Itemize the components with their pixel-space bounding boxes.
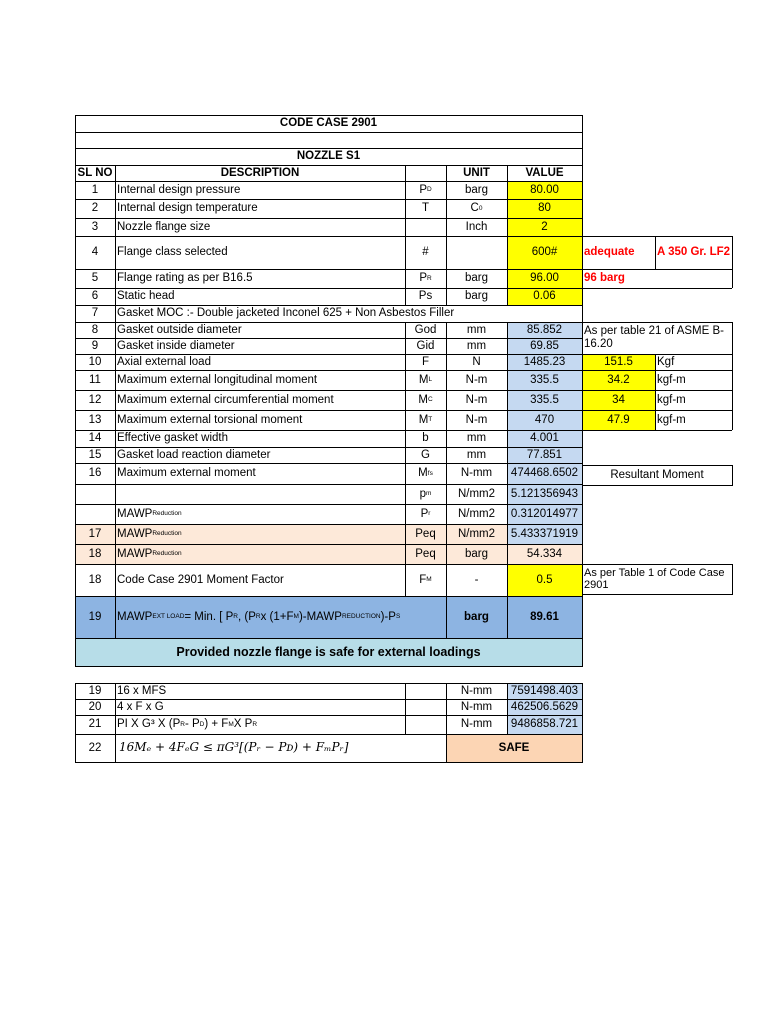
row-description: MAWP Reduction xyxy=(115,544,405,564)
row-description: Flange class selected xyxy=(117,246,228,259)
row-description: Gasket load reaction diameter xyxy=(117,448,271,461)
row-value: 474468.6502 xyxy=(507,463,582,484)
row-unit: mm xyxy=(466,323,487,336)
row-description: Internal design pressure xyxy=(117,183,241,196)
row-value: 80 xyxy=(507,199,582,218)
row-description: Flange rating as per B16.5 xyxy=(117,272,253,285)
converted-unit: Kgf xyxy=(657,355,675,368)
row-description: Axial external load xyxy=(117,355,211,368)
row-unit: barg xyxy=(446,596,507,638)
row-unit: N/mm2 xyxy=(446,524,507,544)
row-description: Maximum external torsional moment xyxy=(117,413,303,426)
row-value: 69.85 xyxy=(507,338,582,354)
converted-value: 34.2 xyxy=(582,370,655,390)
row-value: 0.5 xyxy=(507,564,582,596)
row-description: Gasket inside diameter xyxy=(117,339,235,352)
safety-check-result: SAFE xyxy=(446,734,582,762)
converted-value: 151.5 xyxy=(582,354,655,370)
check-row-sl: 22 xyxy=(88,741,102,754)
result-banner: Provided nozzle flange is safe for external loadings xyxy=(75,638,582,667)
row-symbol: P R xyxy=(419,272,432,285)
row-description: Gasket outside diameter xyxy=(117,323,242,336)
row-sl: 19 xyxy=(75,596,115,638)
row-unit: mm xyxy=(466,448,487,461)
mawp-ext-load-value: 89.61 xyxy=(507,596,582,638)
row-sl xyxy=(75,484,115,504)
row-description: Maximum external moment xyxy=(117,467,256,480)
row-symbol: P r xyxy=(420,507,431,520)
converted-value: 47.9 xyxy=(582,410,655,430)
row-sl: 7 xyxy=(91,307,99,320)
row-symbol: b xyxy=(422,432,429,445)
check-row-description: 4 x F x G xyxy=(117,700,164,713)
row-symbol: P D xyxy=(419,183,432,196)
row-description: Nozzle flange size xyxy=(117,220,211,233)
header-unit: UNIT xyxy=(463,166,490,179)
converted-unit: kgf-m xyxy=(657,393,686,406)
row-symbol: G xyxy=(421,448,430,461)
row-sl: 18 xyxy=(75,544,115,564)
row-description: Code Case 2901 Moment Factor xyxy=(117,573,284,586)
row-value: 335.5 xyxy=(507,390,582,410)
row-symbol: M fs xyxy=(418,467,433,480)
row-sl: 4 xyxy=(91,246,99,259)
row-symbol: F xyxy=(421,355,430,368)
row-sl: 16 xyxy=(88,467,102,480)
row-value: 85.852 xyxy=(507,322,582,338)
row-value: 4.001 xyxy=(507,430,582,447)
row-description: MAWP Reduction xyxy=(117,507,182,520)
check-row-sl: 21 xyxy=(88,718,102,731)
safety-check-formula: 16Mₑ + 4FₑG ≤ πG³[(Pᵣ − Pᴅ) + FₘPᵣ] xyxy=(119,740,349,755)
row-description xyxy=(115,484,405,504)
row-value: 1485.23 xyxy=(507,354,582,370)
row-description: Effective gasket width xyxy=(117,432,229,445)
row-value: 54.334 xyxy=(507,544,582,564)
mawp-ext-load-formula: MAWP EXT LOAD = Min. [ P R , (P R x (1+F M )-MAWP REDUCTION )-P S xyxy=(115,596,446,638)
row-value: 77.851 xyxy=(507,447,582,463)
row-symbol: T xyxy=(421,202,430,215)
check-row-description: PI X G³ X (P R - P D ) + F M X P R xyxy=(117,718,258,731)
row-unit: N-m xyxy=(465,373,488,386)
converted-unit: kgf-m xyxy=(657,373,686,386)
row-sl: 6 xyxy=(91,290,99,303)
row-value: 335.5 xyxy=(507,370,582,390)
row-symbol: Peq xyxy=(405,524,446,544)
row-description: Static head xyxy=(117,290,175,303)
row-unit: mm xyxy=(466,339,487,352)
row-value: 0.06 xyxy=(507,288,582,305)
row-unit: N/mm2 xyxy=(457,487,496,500)
check-row-sl: 19 xyxy=(88,684,102,697)
check-row-value: 462506.5629 xyxy=(507,699,582,715)
row-unit: barg xyxy=(464,183,489,196)
gasket-reference-note: As per table 21 of ASME B-16.20 xyxy=(584,325,724,350)
converted-unit: kgf-m xyxy=(657,413,686,426)
row-value: 600# xyxy=(507,236,582,269)
row-symbol: p m xyxy=(419,487,432,500)
row-unit: N-m xyxy=(465,413,488,426)
row-unit: N/mm2 xyxy=(457,507,496,520)
row-value: 5.121356943 xyxy=(507,484,582,504)
row-sl: 14 xyxy=(88,432,102,445)
flange-rating-note: 96 barg xyxy=(584,272,625,285)
row-sl: 8 xyxy=(91,323,99,336)
row-description: Maximum external longitudinal moment xyxy=(117,373,318,386)
check-row-unit: N-mm xyxy=(460,684,493,697)
row-sl: 11 xyxy=(89,373,101,386)
sheet-title: CODE CASE 2901 xyxy=(279,117,378,130)
row-sl: 9 xyxy=(91,339,99,352)
row-unit: barg xyxy=(446,544,507,564)
row-description: Gasket MOC :- Double jacketed Inconel 625 + Non Asbestos Filler xyxy=(117,307,455,320)
row-value: 2 xyxy=(507,218,582,236)
sheet-subtitle: NOZZLE S1 xyxy=(296,150,361,163)
row-sl: 15 xyxy=(88,448,102,461)
row-unit: C 0 xyxy=(470,202,483,215)
row-unit: barg xyxy=(464,272,489,285)
row-description: Internal design temperature xyxy=(117,202,258,215)
row-symbol: Gid xyxy=(416,339,435,352)
row-sl xyxy=(75,504,115,524)
row-description: Maximum external circumferential moment xyxy=(117,393,334,406)
row-value: 470 xyxy=(507,410,582,430)
check-row-unit: N-mm xyxy=(460,718,493,731)
row-sl: 12 xyxy=(88,393,102,406)
resultant-moment-note: Resultant Moment xyxy=(610,469,704,482)
row-unit: barg xyxy=(464,290,489,303)
row-unit: N-m xyxy=(465,393,488,406)
row-unit: N xyxy=(472,355,481,368)
row-sl: 18 xyxy=(88,573,102,586)
row-sl: 2 xyxy=(91,202,99,215)
row-value: 5.433371919 xyxy=(507,524,582,544)
flange-adequacy-note: adequate xyxy=(584,246,635,259)
row-sl: 17 xyxy=(75,524,115,544)
header-description: DESCRIPTION xyxy=(220,166,300,179)
row-symbol: Ps xyxy=(418,290,433,303)
row-description: MAWP Reduction xyxy=(115,524,405,544)
check-row-unit: N-mm xyxy=(460,700,493,713)
row-symbol: # xyxy=(422,246,429,259)
header-sl-no: SL NO xyxy=(77,166,113,179)
row-value: 96.00 xyxy=(507,269,582,288)
row-unit: Inch xyxy=(465,220,488,233)
row-sl: 5 xyxy=(91,272,99,285)
row-symbol xyxy=(405,218,446,236)
row-symbol: M L xyxy=(418,373,433,386)
check-row-sl: 20 xyxy=(88,700,102,713)
converted-value: 34 xyxy=(582,390,655,410)
row-sl: 10 xyxy=(88,355,102,368)
row-symbol: Peq xyxy=(405,544,446,564)
check-row-value: 9486858.721 xyxy=(507,715,582,734)
row-symbol: F M xyxy=(419,573,432,586)
flange-material-note: A 350 Gr. LF2 xyxy=(657,246,731,259)
row-value: 0.312014977 xyxy=(507,504,582,524)
row-unit: mm xyxy=(466,432,487,445)
row-sl: 1 xyxy=(91,183,99,196)
row-sl: 13 xyxy=(88,413,102,426)
row-value: 80.00 xyxy=(507,181,582,199)
check-row-description: 16 x MFS xyxy=(117,684,167,697)
row-unit xyxy=(446,236,507,269)
row-symbol: M T xyxy=(418,413,433,426)
row-unit: N-mm xyxy=(460,467,493,480)
row-sl: 3 xyxy=(91,220,99,233)
header-value: VALUE xyxy=(525,166,564,179)
row-symbol: M C xyxy=(418,393,433,406)
moment-factor-reference-note: As per Table 1 of Code Case 2901 xyxy=(584,567,725,592)
row-unit: - xyxy=(474,573,479,586)
row-symbol: God xyxy=(414,323,437,336)
check-row-value: 7591498.403 xyxy=(507,683,582,699)
